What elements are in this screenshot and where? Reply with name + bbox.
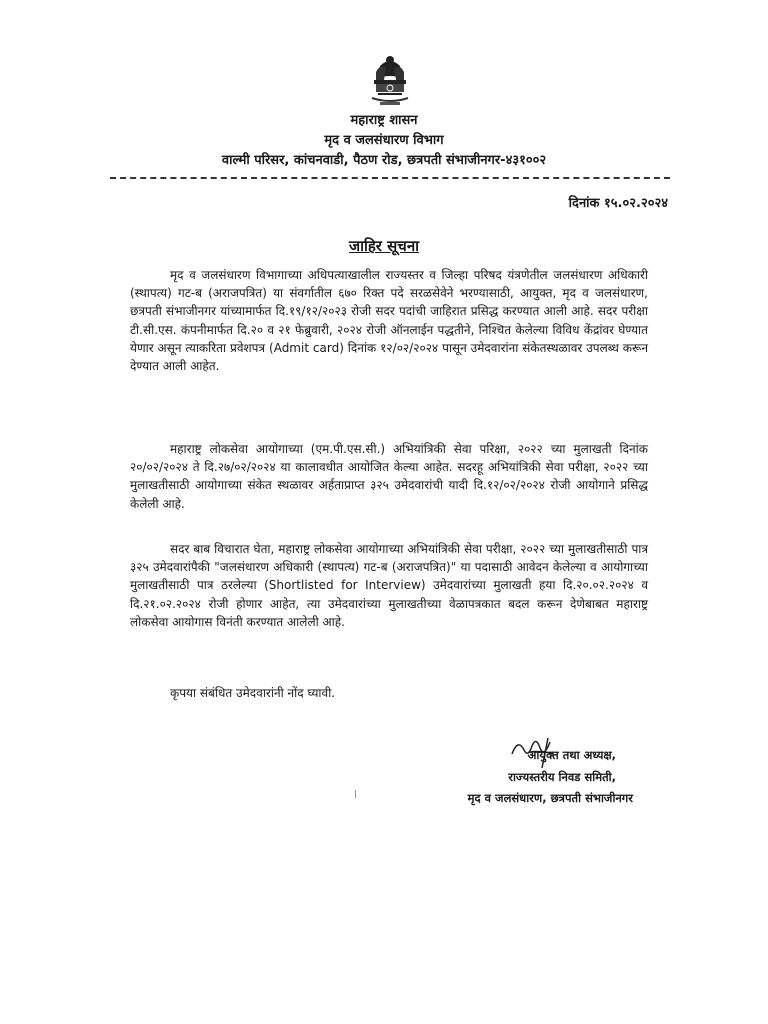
signatory-committee: राज्यस्तरीय निवड समिती,	[508, 770, 616, 784]
signatory-title: आयुक्त तथा अध्यक्ष,	[527, 748, 616, 762]
paragraph-2-text: महाराष्ट्र लोकसेवा आयोगाच्या (एम.पी.एस.सी.) अभियांत्रिकी सेवा परिक्षा, २०२२ च्या मुलाखती दिनांक २०/०२/२०२४ ते दि.२७/०२/२०२४ या कालावधीत आयोजित केल्या आहेत. सदरहू अभियांत्रिकी सेवा परीक्षा, २०२२ च्या मुलाखतीसाठी आयोगाच्या संकेत स्थळावर अर्हताप्राप्त ३२५ उमेदवारांची यादी दि.१२/०२/२०२४ रोजी आयोगाने प्रसिद्ध केलेली आहे.	[130, 442, 648, 511]
header-government: महाराष्ट्र शासन	[350, 113, 418, 128]
paragraph-4	[130, 684, 648, 702]
header-address: वाल्मी परिसर, कांचनवाडी, पैठण रोड, छत्रपती संभाजीनगर-४३१००२	[221, 153, 547, 168]
ashoka-emblem-icon	[366, 52, 414, 108]
paragraph-3-text: सदर बाब विचारात घेता, महाराष्ट्र लोकसेवा आयोगाच्या अभियांत्रिकी सेवा परीक्षा, २०२२ च्या मुलाखतीसाठी पात्र ३२५ उमेदवारांपैकी "जलसंधारण अधिकारी (स्थापत्य) गट-ब (अराजपत्रित)" या पदासाठी आवेदन केलेल्या व आयोगाच्या मुलाखतीसाठी पात्र ठरलेल्या (Shortlisted for Interview) उमेदवारांच्या मुलाखती हया दि.२०.०२.२०२४ व दि.२१.०२.२०२४ रोजी होणार आहेत, त्या उमेदवारांच्या मुलाखतीच्या वेळापत्रकात बदल करून देणेबाबत महाराष्ट्र लोकसेवा आयोगास विनंती करण्यात आलेली आहे.	[130, 542, 648, 629]
notice-date: दिनांक १५.०२.२०२४	[568, 196, 668, 211]
paragraph-3	[130, 540, 648, 631]
signatory-office: मृद व जलसंधारण, छत्रपती संभाजीनगर	[467, 791, 633, 805]
paragraph-2	[130, 440, 648, 513]
paragraph-4-text: कृपया संबंधित उमेदवारांनी नोंद घ्यावी.	[170, 686, 336, 700]
paragraph-1	[130, 266, 648, 375]
notice-title-text: जाहिर सूचना	[348, 237, 420, 255]
notice-title	[0, 236, 768, 256]
header-department: मृद व जलसंधारण विभाग	[324, 133, 444, 148]
header-divider	[110, 177, 670, 179]
paragraph-1-text: मृद व जलसंधारण विभागाच्या अधिपत्याखालील राज्यस्तर व जिल्हा परिषद यंत्रणेतील जलसंधारण अधिकारी (स्थापत्य) गट-ब (अराजपत्रित) या संवर्गातील ६७० रिक्त पदे सरळसेवेने भरण्यासाठी, आयुक्त, मृद व जलसंधारण, छत्रपती संभाजीनगर यांच्यामार्फत दि.१९/१२/२०२३ रोजी सदर पदांची जाहिरात प्रसिद्ध करण्यात आली आहे. सदर परीक्षा टी.सी.एस. कंपनीमार्फत दि.२० व २१ फेब्रुवारी, २०२४ रोजी ऑनलाईन पद्धतीने, निश्चित केलेल्या विविध केंद्रांवर घेण्यात येणार असून त्याकरिता प्रवेशपत्र (Admit card) दिनांक १२/०२/२०२४ पासून उमेदवारांना संकेतस्थळावर उपलब्ध करून देण्यात आली आहेत.	[130, 268, 648, 374]
scan-mark	[355, 790, 356, 798]
